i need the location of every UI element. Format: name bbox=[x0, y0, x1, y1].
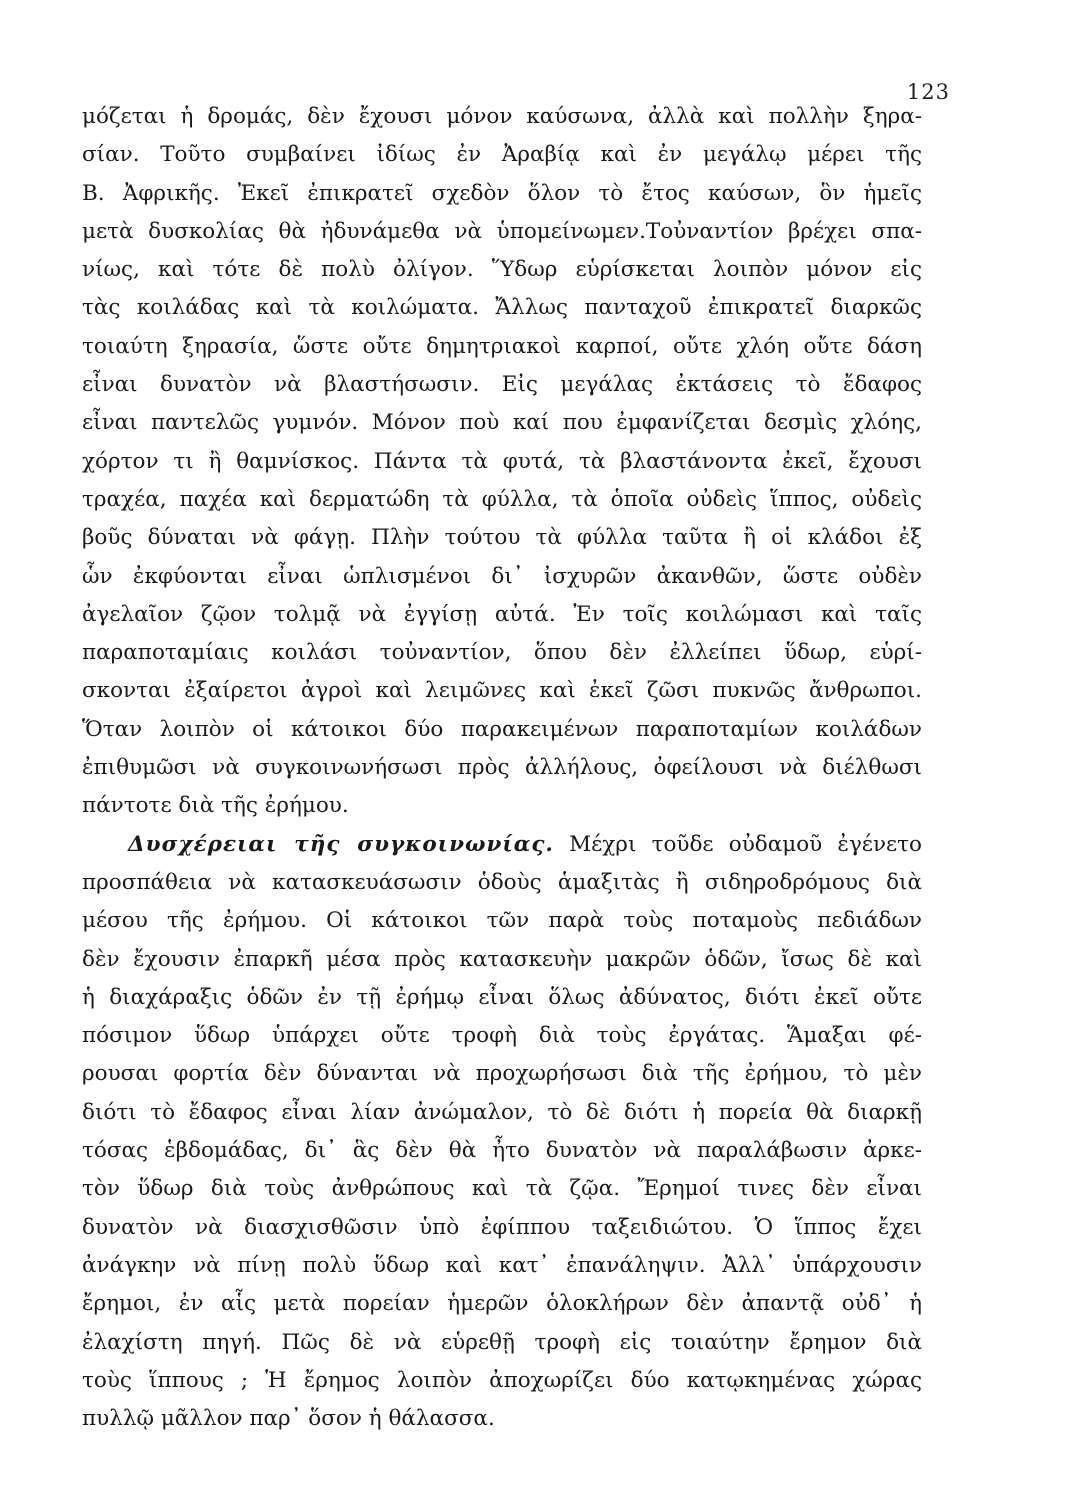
text-line: βοῦς δύναται νὰ φάγῃ. Πλὴν τούτου τὰ φύλλα ταῦτα ἢ οἱ κλάδοι ἐξ bbox=[82, 525, 922, 551]
text-line: Β. Ἀφρικῆς. Ἐκεῖ ἐπικρατεῖ σχεδὸν ὅλον τὸ ἔτος καύσων, ὃν ἡμεῖς bbox=[82, 180, 922, 206]
text-line: Ὅταν λοιπὸν οἱ κάτοικοι δύο παρακειμένων παραποταμίων κοιλάδων bbox=[82, 716, 922, 742]
text-line: τὰς κοιλάδας καὶ τὰ κοιλώματα. Ἄλλως πανταχοῦ ἐπικρατεῖ διαρκῶς bbox=[82, 295, 922, 321]
text-line: πόσιμον ὕδωρ ὑπάρχει οὔτε τροφὴ διὰ τοὺς ἐργάτας. Ἅμαξαι φέ- bbox=[82, 1023, 922, 1049]
paragraph-communication-difficulties bbox=[82, 826, 922, 1439]
text-line: μόζεται ἡ δρομάς, δὲν ἔχουσι μόνον καύσωνα, ἀλλὰ καὶ πολλὴν ξηρα- bbox=[82, 104, 922, 129]
text-line: δυνατὸν νὰ διασχισθῶσιν ὑπὸ ἐφίππου ταξειδιώτου. Ὁ ἵππος ἔχει bbox=[82, 1214, 922, 1240]
text-line: ρουσαι φορτία δὲν δύνανται νὰ προχωρήσωσι διὰ τῆς ἐρήμου, τὸ μὲν bbox=[82, 1061, 922, 1087]
text-line: δὲν ἔχουσιν ἐπαρκῆ μέσα πρὸς κατασκευὴν μακρῶν ὁδῶν, ἴσως δὲ καὶ bbox=[82, 946, 922, 972]
body-text bbox=[82, 98, 922, 1438]
text-line: τοὺς ἵππους ; Ἡ ἔρημος λοιπὸν ἀποχωρίζει δύο κατῳκημένας χώρας bbox=[82, 1367, 922, 1393]
text-line: ἐπιθυμῶσι νὰ συγκοινωνήσωσι πρὸς ἀλλήλους, ὀφείλουσι νὰ διέλθωσι bbox=[82, 755, 922, 781]
text-line: ἔρημοι, ἐν αἷς μετὰ πορείαν ἡμερῶν ὁλοκλήρων δὲν ἀπαντᾷ οὐδ᾽ ἡ bbox=[82, 1291, 922, 1317]
text-line: διότι τὸ ἔδαφος εἶναι λίαν ἀνώμαλον, τὸ δὲ διότι ἡ πορεία θὰ διαρκῇ bbox=[82, 1099, 922, 1125]
text-line: σίαν. Τοῦτο συμβαίνει ἰδίως ἐν Ἀραβίᾳ καὶ ἐν μεγάλῳ μέρει τῆς bbox=[82, 142, 922, 168]
heading-line-rest: Μέχρι τοῦδε οὐδαμοῦ ἐγένετο bbox=[553, 831, 922, 857]
text-line: τόσας ἑβδομάδας, δι᾽ ἃς δὲν θὰ ἦτο δυνατὸν νὰ παραλάβωσιν ἀρκε- bbox=[82, 1138, 922, 1164]
text-line: τοιαύτη ξηρασία, ὥστε οὔτε δημητριακοὶ καρποί, οὔτε χλόη οὔτε δάση bbox=[82, 333, 922, 359]
text-line: τραχέα, παχέα καὶ δερματώδη τὰ φύλλα, τὰ ὁποῖα οὐδεὶς ἵππος, οὐδεὶς bbox=[82, 486, 922, 512]
text-line: εἶναι δυνατὸν νὰ βλαστήσωσιν. Εἰς μεγάλας ἐκτάσεις τὸ ἔδαφος bbox=[82, 372, 922, 398]
text-line: εἶναι παντελῶς γυμνόν. Μόνον ποὺ καί που ἐμφανίζεται δεσμὶς χλόης, bbox=[82, 410, 922, 436]
text-line: παραποταμίαις κοιλάσι τοὐναντίον, ὅπου δὲν ἐλλείπει ὕδωρ, εὑρί- bbox=[82, 640, 922, 666]
text-line: νίως, καὶ τότε δὲ πολὺ ὀλίγον. Ὕδωρ εὑρίσκεται λοιπὸν μόνον εἰς bbox=[82, 257, 922, 283]
text-line: χόρτον τι ἢ θαμνίσκος. Πάντα τὰ φυτά, τὰ βλαστάνοντα ἐκεῖ, ἔχουσι bbox=[82, 448, 922, 474]
text-line: μέσου τῆς ἐρήμου. Οἱ κάτοικοι τῶν παρὰ τοὺς ποταμοὺς πεδιάδων bbox=[82, 908, 922, 934]
section-heading: Δυσχέρειαι τῆς συγκοινωνίας. bbox=[128, 831, 554, 857]
text-line: μετὰ δυσκολίας θὰ ἠδυνάμεθα νὰ ὑπομείνωμεν.Τοὐναντίον βρέχει σπα- bbox=[82, 218, 922, 244]
text-line: ἡ διαχάραξις ὁδῶν ἐν τῇ ἐρήμῳ εἶναι ὅλως ἀδύνατος, διότι ἐκεῖ οὔτε bbox=[82, 984, 922, 1010]
text-line: πάντοτε διὰ τῆς ἐρήμου. bbox=[82, 793, 349, 819]
text-line: τὸν ὕδωρ διὰ τοὺς ἀνθρώπους καὶ τὰ ζῷα. Ἔρημοί τινες δὲν εἶναι bbox=[82, 1176, 922, 1202]
text-line: ἀγελαῖον ζῷον τολμᾷ νὰ ἐγγίσῃ αὐτά. Ἐν τοῖς κοιλώμασι καὶ ταῖς bbox=[82, 601, 922, 627]
text-line: προσπάθεια νὰ κατασκευάσωσιν ὁδοὺς ἁμαξιτὰς ἢ σιδηροδρόμους διὰ bbox=[82, 869, 922, 895]
text-line: πυλλῷ μᾶλλον παρ᾽ ὅσον ἡ θάλασσα. bbox=[82, 1406, 495, 1432]
paragraph-deserts-climate bbox=[82, 98, 922, 826]
text-line: ἐλαχίστη πηγή. Πῶς δὲ νὰ εὑρεθῇ τροφὴ εἰς τοιαύτην ἔρημον διὰ bbox=[82, 1329, 922, 1355]
page-number: 123 bbox=[906, 80, 950, 104]
text-line: ὧν ἐκφύονται εἶναι ὡπλισμένοι δι᾽ ἰσχυρῶν ἀκανθῶν, ὥστε οὐδὲν bbox=[82, 563, 922, 589]
text-line: ἀνάγκην νὰ πίνῃ πολὺ ὕδωρ καὶ κατ᾽ ἐπανάληψιν. Ἀλλ᾽ ὑπάρχουσιν bbox=[82, 1252, 922, 1278]
text-line: σκονται ἐξαίρετοι ἀγροὶ καὶ λειμῶνες καὶ ἐκεῖ ζῶσι πυκνῶς ἄνθρωποι. bbox=[82, 678, 922, 704]
text-line bbox=[82, 826, 922, 864]
